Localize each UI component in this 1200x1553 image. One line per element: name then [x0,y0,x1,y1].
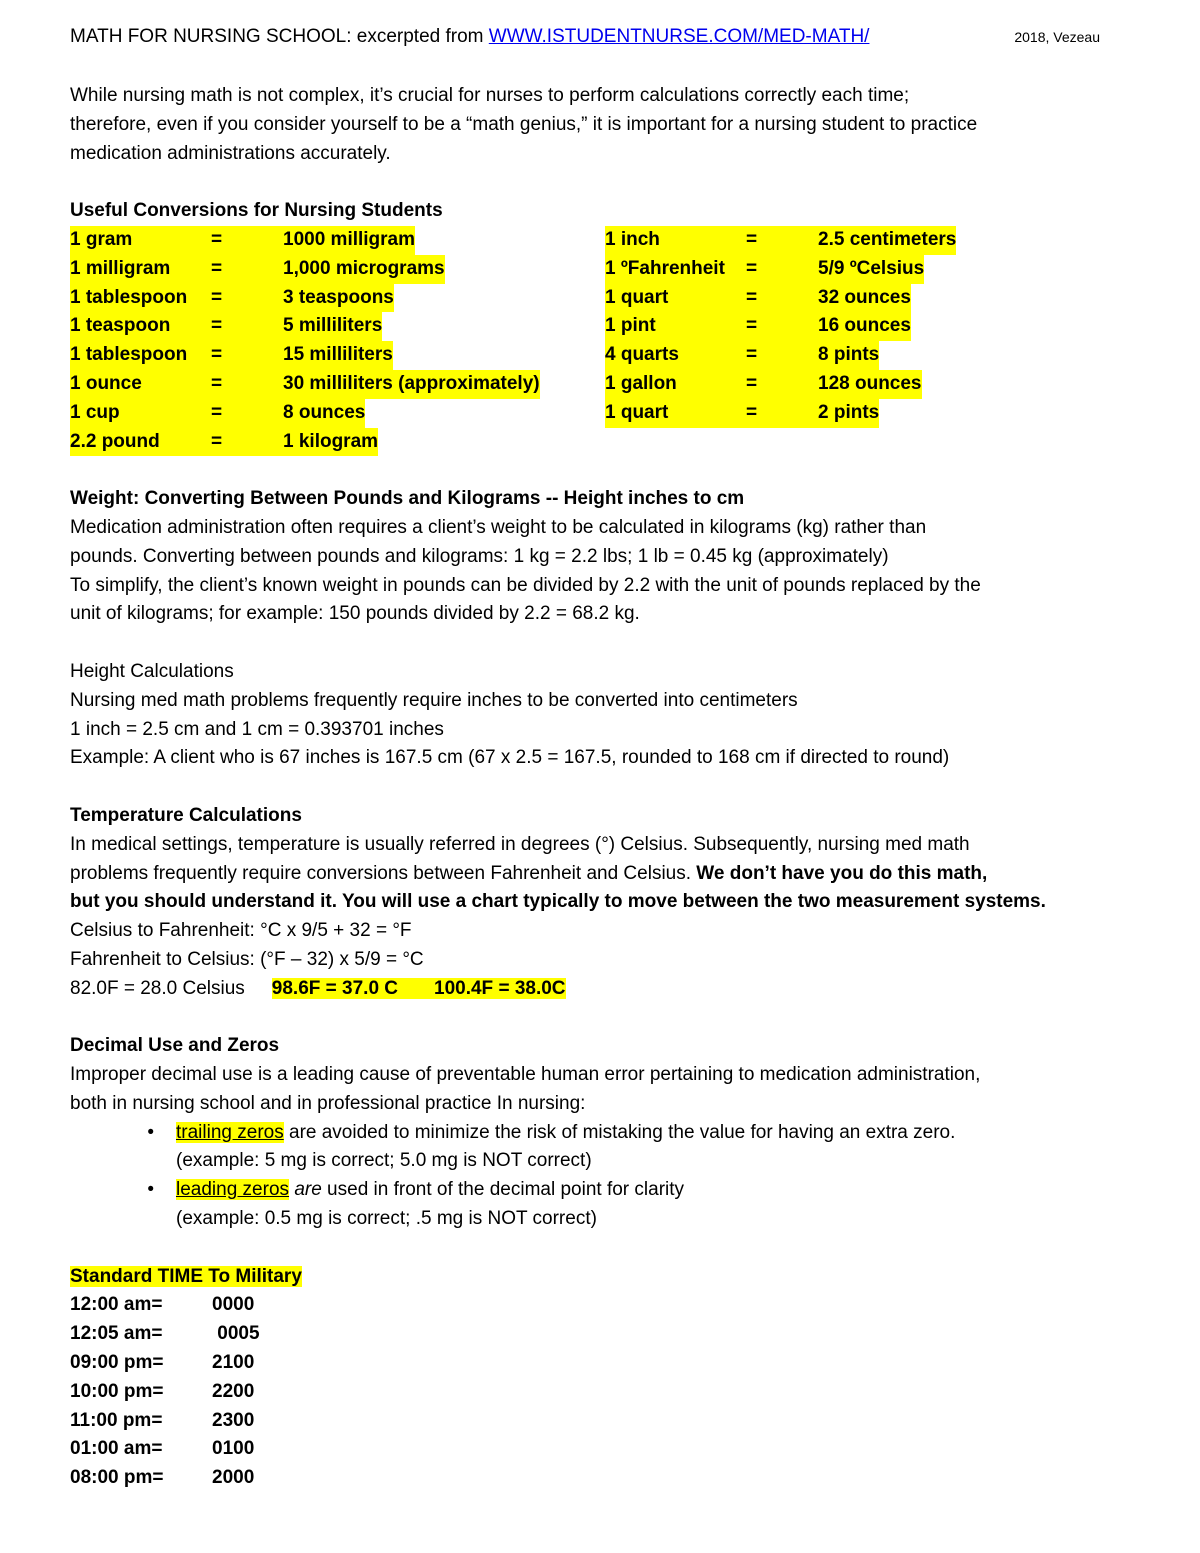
military-row [70,1407,1140,1436]
conversion-row [70,284,605,313]
conv-eq: = [211,399,283,428]
conversion-row [70,370,605,399]
conv-to: 8 pints [818,341,879,370]
weight-heading: Weight: Converting Between Pounds and Kilograms -- Height inches to cm [70,488,745,510]
conv-eq: = [746,341,818,370]
standard-time: 09:00 pm= [70,1352,164,1374]
military-time: 2100 [212,1352,255,1374]
weight-line: To simplify, the client’s known weight in pounds can be divided by 2.2 with the unit of pounds replaced by the [70,574,981,596]
conversion-row [605,255,1140,284]
conv-eq: = [211,255,283,284]
conv-to: 32 ounces [818,284,911,313]
conv-from: 1 quart [605,284,746,313]
temperature-note: We don’t have you do this math, [696,862,988,884]
bullet-body: are avoided to minimize the risk of mistaking the value for having an extra zero. [283,1121,956,1143]
conv-from: 1 tablespoon [70,284,211,313]
military-heading: Standard TIME To Military [70,1265,302,1287]
conv-eq: = [746,370,818,399]
bullet-item [70,1119,1140,1148]
conv-eq: = [211,226,283,255]
conv-from: 1 inch [605,226,746,255]
temperature-line: but you should understand it. You will use a chart typically to move between the two measurement systems. [70,891,1046,913]
standard-time: 08:00 pm= [70,1467,164,1489]
intro-line-2: therefore, even if you consider yourself to be a “math genius,” it is important for a nursing student to practice [70,113,978,135]
conv-from: 1 milligram [70,255,211,284]
conv-eq: = [211,312,283,341]
conv-from: 1 ºFahrenheit [605,255,746,284]
conv-from: 1 gram [70,226,211,255]
standard-time: 10:00 pm= [70,1380,164,1402]
conversion-row [605,284,1140,313]
conv-to: 1,000 micrograms [283,255,445,284]
weight-line: unit of kilograms; for example: 150 pounds divided by 2.2 = 68.2 kg. [70,603,640,625]
standard-time: 12:00 am= [70,1294,163,1316]
conv-eq: = [746,255,818,284]
conv-to: 15 milliliters [283,341,393,370]
military-row [70,1349,1140,1378]
conv-from: 4 quarts [605,341,746,370]
bullet-item [70,1176,1140,1205]
height-line: Nursing med math problems frequently require inches to be converted into centimeters [70,689,798,711]
military-time: 0000 [212,1294,255,1316]
intro-line-3: medication administrations accurately. [70,142,391,164]
conv-eq: = [746,226,818,255]
conv-eq: = [211,284,283,313]
conversion-row [605,226,1140,255]
page-header [70,26,1140,60]
temperature-line: In medical settings, temperature is usually referred in degrees (°) Celsius. Subsequently, nursing med math [70,833,970,855]
intro-line-1: While nursing math is not complex, it’s crucial for nurses to perform calculations correctly each time; [70,85,910,106]
conversion-row [605,341,1140,370]
standard-time: 01:00 am= [70,1438,163,1460]
bullet-body: used in front of the decimal point for clarity [321,1179,685,1201]
header-credit: 2018, Vezeau [1014,29,1100,45]
height-heading: Height Calculations [70,660,234,682]
military-time: 2300 [212,1409,255,1431]
military-time: 0005 [212,1323,260,1345]
temperature-formula: Fahrenheit to Celsius: (°F – 32) x 5/9 = °C [70,948,424,970]
conv-to: 30 milliliters (approximately) [283,370,540,399]
conversion-row [70,428,605,457]
term-trailing-zeros: trailing zeros [176,1121,284,1143]
conversions-heading: Useful Conversions for Nursing Students [70,200,443,222]
conv-from: 1 cup [70,399,211,428]
decimal-heading: Decimal Use and Zeros [70,1035,280,1057]
conv-eq: = [211,428,283,457]
temperature-line [70,860,1140,889]
conversion-row [70,341,605,370]
conversion-row [70,312,605,341]
bullet-example: (example: 5 mg is correct; 5.0 mg is NOT correct) [176,1150,592,1172]
conv-eq: = [211,370,283,399]
conv-to: 5 milliliters [283,312,382,341]
bullet-text [176,1176,684,1205]
conv-eq: = [746,399,818,428]
conv-from: 1 tablespoon [70,341,211,370]
conv-to: 1 kilogram [283,428,378,457]
conv-to: 5/9 ºCelsius [818,255,924,284]
conv-to: 16 ounces [818,312,911,341]
temp-example: 98.6F = 37.0 C [271,977,399,999]
conv-to: 8 ounces [283,399,365,428]
conv-to: 1000 milligram [283,226,415,255]
bullet-example: (example: 0.5 mg is correct; .5 mg is NOT correct) [176,1208,597,1230]
military-row [70,1464,1140,1493]
conv-eq: = [746,312,818,341]
weight-line: pounds. Converting between pounds and kilograms: 1 kg = 2.2 lbs; 1 lb = 0.45 kg (approximately) [70,545,889,567]
military-row [70,1378,1140,1407]
conversion-row [605,370,1140,399]
military-row [70,1291,1140,1320]
conv-from: 1 gallon [605,370,746,399]
temperature-text: problems frequently require conversions between Fahrenheit and Celsius. [70,862,692,884]
temp-example: 82.0F = 28.0 Celsius [70,977,245,999]
military-heading-row [70,1263,1140,1292]
height-line: 1 inch = 2.5 cm and 1 cm = 0.393701 inches [70,718,444,740]
conv-from: 1 pint [605,312,746,341]
conversion-row [70,255,605,284]
military-time: 2000 [212,1467,255,1489]
conv-from: 1 quart [605,399,746,428]
term-leading-zeros: leading zeros [176,1179,290,1201]
conversions-right-column [605,226,1140,456]
header-title: MATH FOR NURSING SCHOOL: excerpted from [70,26,484,47]
military-time: 0100 [212,1438,255,1460]
military-row [70,1320,1140,1349]
standard-time: 12:05 am= [70,1323,163,1345]
document-page [70,26,1140,1493]
temperature-formula: Celsius to Fahrenheit: °C x 9/5 + 32 = °F [70,920,412,942]
conversion-row [605,312,1140,341]
bullet-emphasis: are [294,1179,322,1201]
conv-to: 2.5 centimeters [818,226,956,255]
conv-from: 2.2 pound [70,428,211,457]
conversion-row [605,399,1140,428]
conv-from: 1 teaspoon [70,312,211,341]
decimal-line: both in nursing school and in professional practice In nursing: [70,1092,586,1114]
bullet-icon: • [147,1121,154,1143]
temperature-examples [70,975,1140,1004]
temp-example: 100.4F = 38.0C [434,977,566,999]
decimal-line: Improper decimal use is a leading cause of preventable human error pertaining to medication administration, [70,1064,981,1086]
conv-to: 2 pints [818,399,879,428]
height-line: Example: A client who is 67 inches is 167.5 cm (67 x 2.5 = 167.5, rounded to 168 cm if directed to round) [70,747,950,769]
source-link[interactable]: WWW.ISTUDENTNURSE.COM/MED-MATH/ [488,26,870,47]
conversions-left-column [70,226,605,456]
bullet-icon: • [147,1179,154,1201]
conv-to: 3 teaspoons [283,284,394,313]
conversions-table [70,226,1140,456]
temp-example-highlight [272,978,566,999]
conv-from: 1 ounce [70,370,211,399]
bullet-text [176,1119,955,1148]
conv-to: 128 ounces [818,370,922,399]
military-time: 2200 [212,1380,255,1402]
temperature-heading: Temperature Calculations [70,804,302,826]
conversion-row [70,226,605,255]
standard-time: 11:00 pm= [70,1409,163,1431]
conv-eq: = [746,284,818,313]
weight-line: Medication administration often requires a client’s weight to be calculated in kilograms (kg) rather than [70,516,927,538]
conv-eq: = [211,341,283,370]
conversion-row [70,399,605,428]
military-row [70,1435,1140,1464]
